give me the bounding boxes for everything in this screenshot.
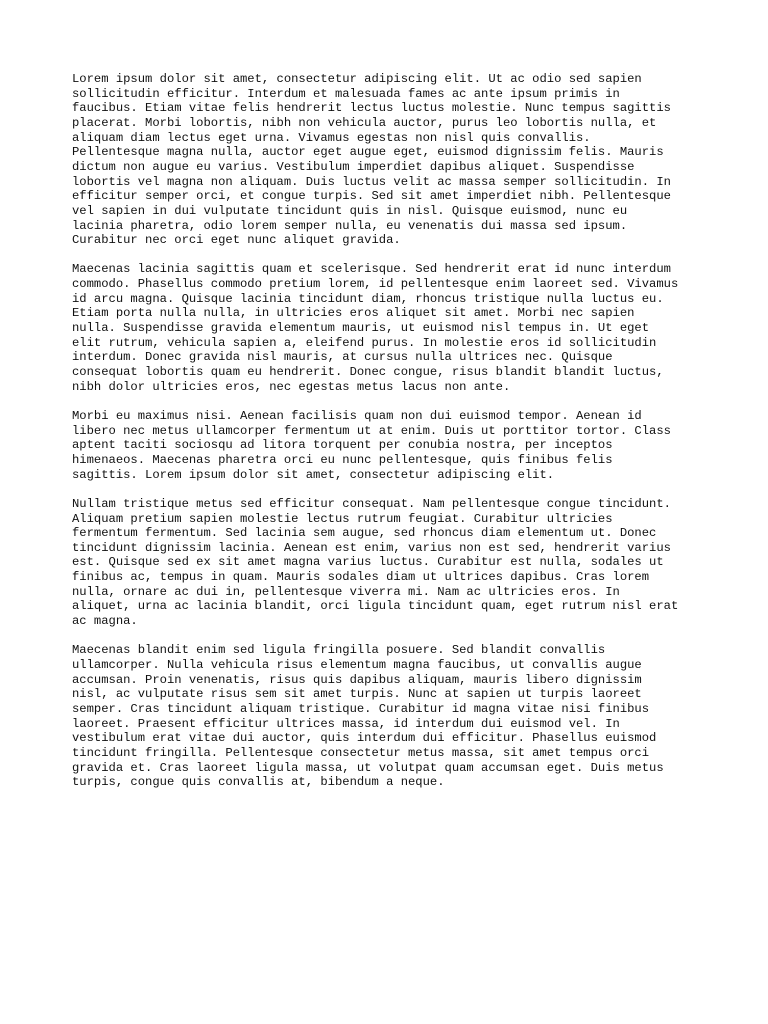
paragraph-5: Maecenas blandit enim sed ligula fringilla posuere. Sed blandit convallis ullamcorper. Nulla vehicula risus elementum magna faucibus, ut convallis augue accumsan. Proin venenatis, risus quis dapibus aliquam, mauris libero dignissim nisl, ac vulputate risus sem sit amet turpis. Nunc at sapien ut turpis laoreet semper. Cras tincidunt aliquam tristique. Curabitur id magna vitae nisi finibus laoreet. Praesent efficitur ultrices massa, id interdum dui euismod vel. In vestibulum erat vitae dui auctor, quis interdum dui efficitur. Phasellus euismod tincidunt fringilla. Pellentesque consectetur metus massa, sit amet tempus orci gravida et. Cras laoreet ligula massa, ut volutpat quam accumsan eget. Duis metus turpis, congue quis convallis at, bibendum a neque.: [72, 643, 664, 790]
document-body: [72, 72, 702, 790]
paragraph-1: Lorem ipsum dolor sit amet, consectetur adipiscing elit. Ut ac odio sed sapien sollicitudin efficitur. Interdum et malesuada fames ac ante ipsum primis in faucibus. Etiam vitae felis hendrerit lectus luctus molestie. Nunc tempus sagittis placerat. Morbi lobortis, nibh non vehicula auctor, purus leo lobortis nulla, et aliquam diam lectus eget urna. Vivamus egestas non nisl quis convallis. Pellentesque magna nulla, auctor eget augue eget, euismod dignissim felis. Mauris dictum non augue eu varius. Vestibulum imperdiet dapibus aliquet. Suspendisse lobortis vel magna non aliquam. Duis luctus velit ac massa semper sollicitudin. In efficitur semper orci, et congue turpis. Sed sit amet imperdiet nibh. Pellentesque vel sapien in dui vulputate tincidunt quis in nisl. Quisque euismod, nunc eu lacinia pharetra, odio lorem semper nulla, eu venenatis dui massa sed ipsum. Curabitur nec orci eget nunc aliquet gravida.: [72, 72, 671, 248]
paragraph-3: Morbi eu maximus nisi. Aenean facilisis quam non dui euismod tempor. Aenean id libero nec metus ullamcorper fermentum ut at enim. Duis ut porttitor tortor. Class aptent taciti sociosqu ad litora torquent per conubia nostra, per inceptos himenaeos. Maecenas pharetra orci eu nunc pellentesque, quis finibus felis sagittis. Lorem ipsum dolor sit amet, consectetur adipiscing elit.: [72, 408, 671, 482]
paragraph-2: Maecenas lacinia sagittis quam et scelerisque. Sed hendrerit erat id nunc interdum commodo. Phasellus commodo pretium lorem, id pellentesque enim laoreet sed. Vivamus id arcu magna. Quisque lacinia tincidunt diam, rhoncus tristique nulla luctus eu. Etiam porta nulla nulla, in ultricies eros aliquet sit amet. Morbi nec sapien nulla. Suspendisse gravida elementum mauris, ut euismod nisl tempus in. Ut eget elit rutrum, vehicula sapien a, eleifend purus. In molestie eros id sollicitudin interdum. Donec gravida nisl mauris, at cursus nulla ultrices nec. Quisque consequat lobortis quam eu hendrerit. Donec congue, risus blandit blandit luctus, nibh dolor ultricies eros, nec egestas metus lacus non ante.: [72, 262, 679, 394]
paragraph-4: Nullam tristique metus sed efficitur consequat. Nam pellentesque congue tincidunt. Aliquam pretium sapien molestie lectus rutrum feugiat. Curabitur ultricies fermentum fermentum. Sed lacinia sem augue, sed rhoncus diam elementum ut. Donec tincidunt dignissim lacinia. Aenean est enim, varius non est sed, hendrerit varius est. Quisque sed ex sit amet magna varius luctus. Curabitur est nulla, sodales ut finibus ac, tempus in quam. Mauris sodales diam ut ultrices dapibus. Cras lorem nulla, ornare ac dui in, pellentesque viverra mi. Nam ac ultricies eros. In aliquet, urna ac lacinia blandit, orci ligula tincidunt quam, eget rutrum nisl erat ac magna.: [72, 496, 679, 629]
